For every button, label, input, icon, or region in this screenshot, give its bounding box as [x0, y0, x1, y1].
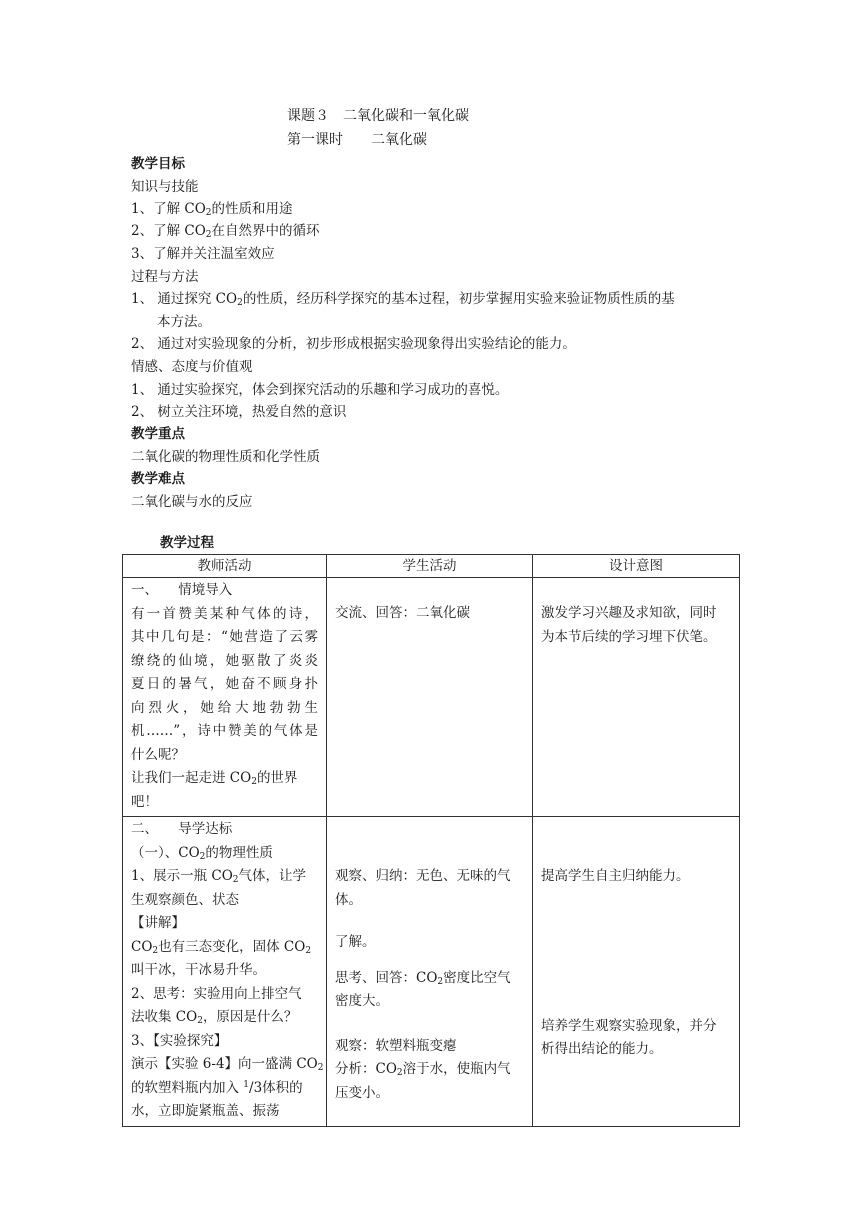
design-intent-cell: [533, 578, 740, 817]
lesson-title: 课题３ 二氧化碳和一氧化碳: [287, 108, 469, 124]
attitude-item-1: 1、 通过实验探究，体会到探究活动的乐趣和学习成功的喜悦。: [131, 382, 509, 398]
teacher-activity-cell: [123, 817, 327, 1127]
text-line: 思考、回答：$CO_2$密度比空气: [335, 969, 511, 987]
goals-heading: 教学目标: [131, 156, 185, 172]
student-activity-cell: [327, 578, 533, 817]
design-intent-cell: [533, 817, 740, 1127]
text-line: 压变小。: [335, 1084, 389, 1101]
text-line: 夏日的暑气，她奋不顾身扑: [131, 676, 318, 692]
text-line: 生观察颜色、状态: [131, 891, 239, 908]
text-line: 法收集 $CO_2$，原因是什么？: [131, 1009, 298, 1026]
text-line: 体。: [335, 891, 362, 908]
text-line: 交流、回答：二氧化碳: [335, 605, 470, 621]
text-line: 的软塑料瓶内加入 $^1$/3体积的: [131, 1079, 303, 1096]
text-line: 【讲解】: [131, 915, 185, 931]
text-line: $CO_2$也有三态变化，固体 $CO_2$: [131, 938, 312, 956]
lesson-subtitle: 第一课时 二氧化碳: [287, 132, 427, 148]
attitude-heading: 情感、态度与价值观: [131, 359, 253, 375]
text-line: 其中几句是：“她营造了云雾: [131, 629, 318, 645]
text-line: 为本节后续的学习埋下伏笔。: [541, 628, 717, 645]
teaching-process-table: [122, 554, 740, 1127]
column-header-student: 学生活动: [327, 555, 533, 578]
table-header-row: [123, 555, 740, 578]
text-line: 让我们一起走进 $CO_2$的世界: [131, 770, 298, 787]
text-line: 机……”，诗中赞美的气体是: [131, 723, 318, 739]
process-heading: 过程与方法: [131, 269, 199, 285]
column-header-design: 设计意图: [533, 555, 740, 578]
key-points-text: 二氧化碳的物理性质和化学性质: [131, 449, 320, 465]
teaching-process-heading: 教学过程: [160, 535, 214, 551]
text-line: 密度大。: [335, 993, 389, 1009]
process-item-1-continued: 本方法。: [157, 314, 211, 330]
text-line: 培养学生观察实验现象，并分: [541, 1017, 717, 1034]
text-line: （一）、$CO_2$的物理性质: [131, 844, 273, 862]
knowledge-heading: 知识与技能: [131, 179, 199, 195]
knowledge-item-1: 1、了解 $CO_2$的性质和用途: [131, 201, 293, 218]
attitude-item-2: 2、 树立关注环境，热爱自然的意识: [131, 404, 347, 420]
knowledge-item-2: 2、了解 $CO_2$在自然界中的循环: [131, 223, 320, 240]
difficulty-heading: 教学难点: [131, 471, 185, 487]
table-row: [123, 817, 740, 1127]
column-header-teacher: 教师活动: [123, 555, 327, 578]
text-line: 什么呢？: [131, 746, 185, 763]
text-line: 叫干冰，干冰易升华。: [131, 962, 266, 978]
text-line: 3、【实验探究】: [131, 1032, 228, 1049]
text-line: 观察：软塑料瓶变瘪: [335, 1037, 457, 1054]
text-line: 提高学生自主归纳能力。: [541, 868, 690, 884]
key-points-heading: 教学重点: [131, 426, 185, 442]
text-line: 2、思考：实验用向上排空气: [131, 985, 302, 1002]
difficulty-text: 二氧化碳与水的反应: [131, 494, 253, 510]
text-line: 水，立即旋紧瓶盖、振荡: [131, 1103, 280, 1119]
student-activity-cell: [327, 817, 533, 1127]
text-line: 观察、归纳：无色、无味的气: [335, 868, 511, 884]
section-title: 一、 情境导入: [131, 582, 233, 598]
text-line: 了解。: [335, 934, 376, 950]
process-item-2: 2、 通过对实验现象的分析，初步形成根据实验现象得出实验结论的能力。: [131, 336, 576, 352]
section-title: 二、 导学达标: [131, 821, 233, 837]
text-line: 1、展示一瓶 $CO_2$气体，让学: [131, 868, 307, 885]
text-line: 析得出结论的能力。: [541, 1041, 663, 1057]
text-line: 有一首赞美某种气体的诗，: [131, 605, 318, 622]
text-line: 向烈火，她给大地勃勃生: [131, 699, 318, 716]
text-line: 缭绕的仙境，她驱散了炎炎: [131, 652, 318, 669]
text-line: 激发学习兴趣及求知欲，同时: [541, 605, 717, 621]
text-line: 吧！: [131, 793, 158, 810]
table-row: [123, 578, 740, 817]
process-item-1: 1、 通过探究 $CO_2$的性质，经历科学探究的基本过程，初步掌握用实验来验证物质性质的基: [131, 291, 675, 308]
teacher-activity-cell: [123, 578, 327, 817]
knowledge-item-3: 3、了解并关注温室效应: [131, 246, 275, 262]
text-line: 演示【实验 6-4】向一盛满 $CO_2$: [131, 1056, 324, 1073]
text-line: 分析：$CO_2$溶于水，使瓶内气: [335, 1061, 511, 1078]
